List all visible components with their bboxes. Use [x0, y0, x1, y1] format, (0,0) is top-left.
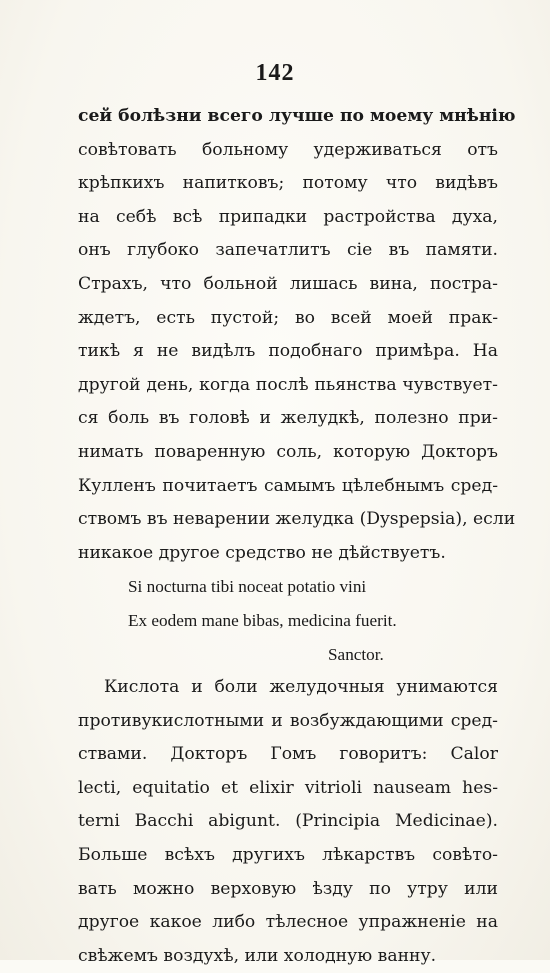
text-line: Больше всѣхъ другихъ лѣкарствъ совѣто- — [78, 845, 498, 866]
text-line: тикѣ я не видѣлъ подобнаго примѣра. На — [78, 341, 498, 362]
text-line: ждетъ, есть пустой; во всей моей прак- — [78, 307, 498, 328]
text-line: свѣжемъ воздухѣ, или холодную ванну. — [78, 945, 437, 966]
latin-verse — [78, 570, 498, 671]
text-line: другое какое либо тѣлесное упражненіе на — [78, 912, 498, 933]
text-line: lecti, equitatio et elixir vitrioli nauseam hes- — [78, 777, 498, 798]
paragraph-2 — [78, 671, 498, 973]
text-line: terni Bacchi abigunt. (Principia Medicinae). — [78, 811, 498, 832]
text-line: сей болѣзни всего лучше по моему мнѣнію — [78, 106, 516, 126]
text-line: онъ глубоко запечатлитъ сіе въ памяти. — [78, 240, 498, 261]
body-text — [78, 100, 516, 973]
page-number: 142 — [255, 60, 295, 86]
text-line: ся боль въ головѣ и желудкѣ, полезно при- — [78, 408, 498, 429]
text-line: Страхъ, что больной лишась вина, постра- — [78, 273, 498, 294]
verse-author: Sanctor. — [328, 644, 384, 664]
text-line: вать можно верховую ѣзду по утру или — [78, 878, 498, 899]
text-line: ствами. Докторъ Гомъ говоритъ: Calor — [78, 744, 498, 765]
text-line: нимать поваренную соль, которую Докторъ — [78, 441, 498, 462]
text-line: другой день, когда послѣ пьянства чувствует- — [78, 374, 498, 395]
text-line: крѣпкихъ напитковъ; потому что видѣвъ — [78, 173, 498, 194]
text-line: ствомъ въ неварении желудка (Dyspepsia), если — [78, 509, 516, 530]
verse-line: Si nocturna tibi noceat potatio vini — [128, 577, 367, 597]
paragraph-1 — [78, 100, 516, 570]
text-line: никакое другое средство не дѣйствуетъ. — [78, 542, 446, 563]
text-line: совѣтовать больному удерживаться отъ — [78, 139, 498, 160]
text-line: Кислота и боли желудочныя унимаются — [104, 677, 498, 698]
text-line: на себѣ всѣ припадки растройства духа, — [78, 206, 498, 227]
text-line: Кулленъ почитаетъ самымъ цѣлебнымъ сред- — [78, 475, 498, 496]
text-line: противукислотными и возбуждающими сред- — [78, 710, 498, 731]
verse-line: Ex eodem mane bibas, medicina fuerit. — [128, 610, 397, 630]
